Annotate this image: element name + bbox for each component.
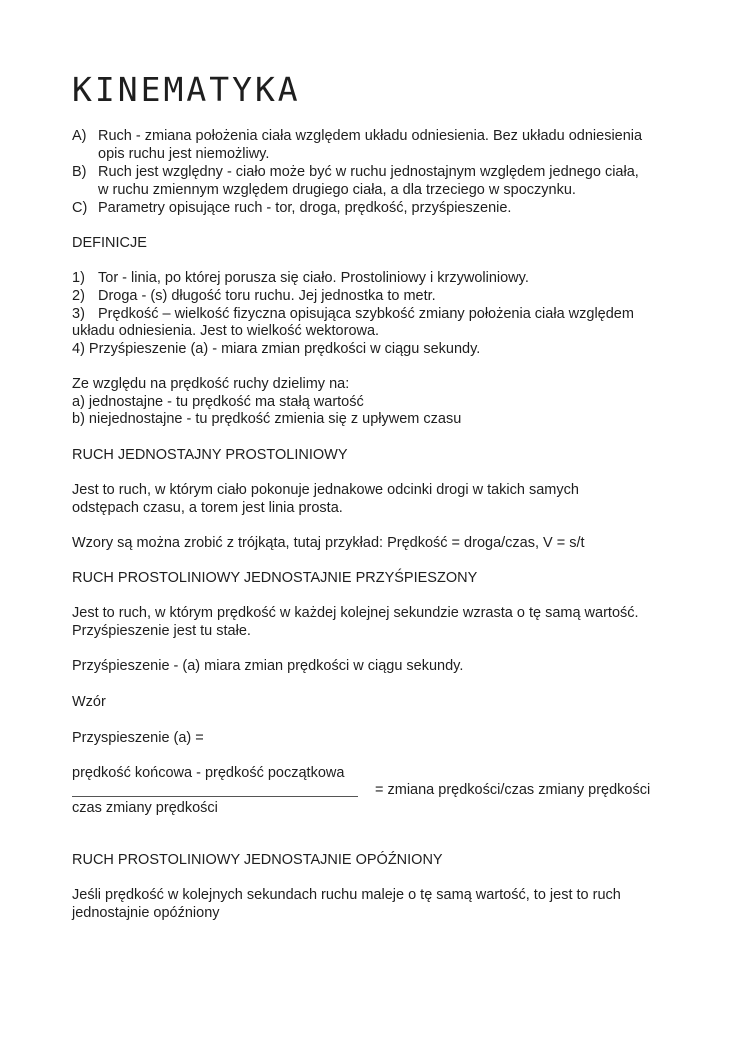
page-title: KINEMATYKA (72, 70, 301, 109)
fraction-bar (72, 796, 358, 797)
definition-marker: 3) (72, 306, 85, 322)
definition-item (72, 288, 436, 306)
accelerated-definition: Przyśpieszenie - (a) miara zmian prędkości w ciągu sekundy. (72, 658, 464, 674)
definition-text: Prędkość – wielkość fizyczna opisująca szybkość zmiany położenia ciała względem (98, 306, 634, 322)
decelerated-text: jednostajnie opóźniony (72, 905, 220, 921)
motion-type-b: b) niejednostajne - tu prędkość zmienia się z upływem czasu (72, 411, 462, 427)
intro-item-text: Parametry opisujące ruch - tor, droga, prędkość, przyśpieszenie. (98, 200, 512, 216)
definition-item (72, 270, 529, 288)
definition-text: Tor - linia, po której porusza się ciało. Prostoliniowy i krzywoliniowy. (98, 270, 529, 286)
formula-label: Przyspieszenie (a) = (72, 730, 204, 746)
motion-types-intro: Ze względu na prędkość ruchy dzielimy na: (72, 376, 350, 392)
accelerated-text: Jest to ruch, w którym prędkość w każdej kolejnej sekundzie wzrasta o tę samą wartość. (72, 605, 639, 621)
intro-item-text: Ruch - zmiana położenia ciała względem układu odniesienia. Bez układu odniesienia (98, 128, 643, 144)
accelerated-heading: RUCH PROSTOLINIOWY JEDNOSTAJNIE PRZYŚPIESZONY (72, 570, 478, 586)
definition-text: układu odniesienia. Jest to wielkość wektorowa. (72, 323, 380, 339)
definitions-heading: DEFINICJE (72, 235, 147, 251)
definition-item (72, 306, 634, 324)
intro-item-text: opis ruchu jest niemożliwy. (98, 145, 270, 162)
definition-text: Droga - (s) długość toru ruchu. Jej jednostka to metr. (98, 288, 436, 304)
motion-type-a: a) jednostajne - tu prędkość ma stałą wartość (72, 394, 364, 410)
uniform-formula: Wzory są można zrobić z trójkąta, tutaj przykład: Prędkość = droga/czas, V = s/t (72, 535, 585, 551)
uniform-text: odstępach czasu, a torem jest linia prosta. (72, 500, 343, 516)
uniform-heading: RUCH JEDNOSTAJNY PROSTOLINIOWY (72, 447, 348, 463)
fraction-denominator: czas zmiany prędkości (72, 800, 218, 816)
definition-marker: 1) (72, 270, 85, 286)
fraction-numerator: prędkość końcowa - prędkość początkowa (72, 765, 345, 781)
uniform-text: Jest to ruch, w którym ciało pokonuje jednakowe odcinki drogi w takich samych (72, 482, 579, 498)
decelerated-text: Jeśli prędkość w kolejnych sekundach ruchu maleje o tę samą wartość, to jest to ruch (72, 887, 621, 903)
definition-marker: 2) (72, 288, 85, 304)
fraction-equals: = zmiana prędkości/czas zmiany prędkości (375, 782, 651, 798)
accelerated-text: Przyśpieszenie jest tu stałe. (72, 623, 251, 639)
formula-heading: Wzór (72, 694, 106, 710)
intro-item-text: Ruch jest względny - ciało może być w ruchu jednostajnym względem jednego ciała, (98, 164, 639, 180)
intro-item-marker: C) (72, 200, 88, 216)
intro-item-text: w ruchu zmiennym względem drugiego ciała, a dla trzeciego w spoczynku. (98, 181, 576, 198)
decelerated-heading: RUCH PROSTOLINIOWY JEDNOSTAJNIE OPÓŹNIONY (72, 852, 443, 868)
intro-item-marker: B) (72, 164, 87, 180)
definition-text: 4) Przyśpieszenie (a) - miara zmian prędkości w ciągu sekundy. (72, 341, 481, 357)
intro-item-marker: A) (72, 128, 87, 144)
